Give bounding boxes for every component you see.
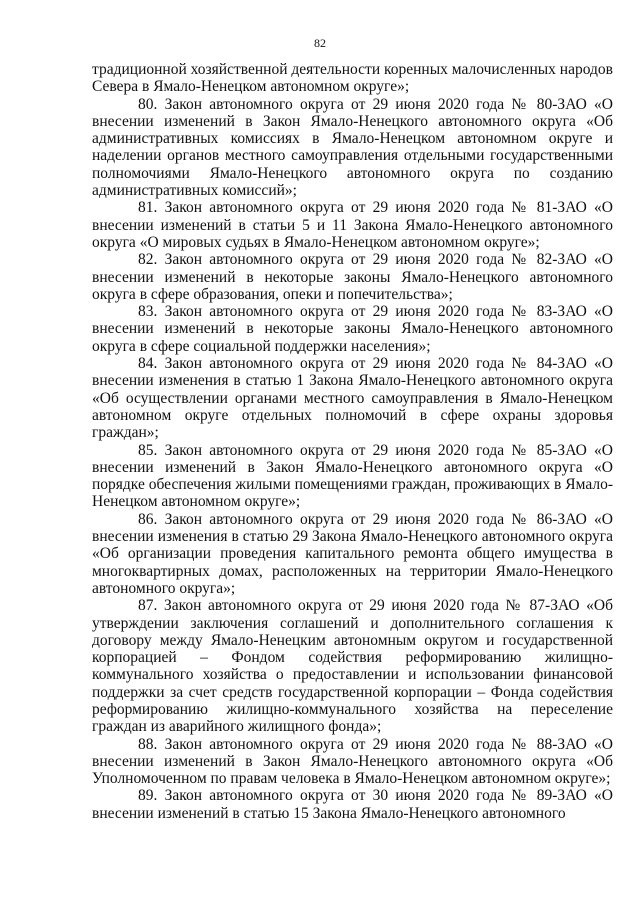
- list-item-88: 88. Закон автономного округа от 29 июня 2020 года № 88-ЗАО «О внесении изменений в Закон Ямало-Ненецкого автономного округа «Об Уполномоченном по правам человека в Ямало-Ненецком автономном округе»;: [92, 735, 613, 788]
- list-item-86: 86. Закон автономного округа от 29 июня 2020 года № 86-ЗАО «О внесении изменения в статью 29 Закона Ямало-Ненецкого автономного округа «Об организации проведения капитального ремонта общего имущества в многоквартирных домах, расположенных на территории Ямало-Ненецкого автономного округа»;: [92, 510, 613, 597]
- document-body: [92, 61, 613, 822]
- list-item-87: 87. Закон автономного округа от 29 июня 2020 года № 87-ЗАО «Об утверждении заключения соглашений и дополнительного соглашения к договору между Ямало-Ненецким автономным округом и государственной корпорацией – Фондом содействия реформированию жилищно-коммунального хозяйства о предоставлении и использовании финансовой поддержки за счет средств государственной корпорации – Фонда содействия реформированию жилищно-коммунального хозяйства на переселение граждан из аварийного жилищного фонда»;: [92, 597, 613, 736]
- list-item-83: 83. Закон автономного округа от 29 июня 2020 года № 83-ЗАО «О внесении изменений в некоторые законы Ямало-Ненецкого автономного округа в сфере социальной поддержки населения»;: [92, 303, 613, 355]
- list-item-81: 81. Закон автономного округа от 29 июня 2020 года № 81-ЗАО «О внесении изменений в статьи 5 и 11 Закона Ямало-Ненецкого автономного округа «О мировых судьях в Ямало-Ненецком автономном округе»;: [92, 199, 613, 251]
- list-item-84: 84. Закон автономного округа от 29 июня 2020 года № 84-ЗАО «О внесении изменения в статью 1 Закона Ямало-Ненецкого автономного округа «Об осуществлении органами местного самоуправления в Ямало-Ненецком автономном округе отдельных полномочий в сфере охраны здоровья граждан»;: [92, 355, 613, 442]
- page-number: 82: [314, 36, 326, 50]
- paragraph-continuation: традиционной хозяйственной деятельности коренных малочисленных народов Севера в Ямало-Ненецком автономном округе»;: [92, 61, 613, 96]
- list-item-85: 85. Закон автономного округа от 29 июня 2020 года № 85-ЗАО «О внесении изменений в Закон Ямало-Ненецкого автономного округа «О порядке обеспечения жилыми помещениями граждан, проживающих в Ямало-Ненецком автономном округе»;: [92, 441, 613, 511]
- list-item-89: 89. Закон автономного округа от 30 июня 2020 года № 89-ЗАО «О внесении изменений в статью 15 Закона Ямало-Ненецкого автономного: [92, 787, 613, 822]
- list-item-80: 80. Закон автономного округа от 29 июня 2020 года № 80-ЗАО «О внесении изменений в Закон Ямало-Ненецкого автономного округа «Об административных комиссиях в Ямало-Ненецком автономном округе и наделении органов местного самоуправления отдельными государственными полномочиями Ямало-Ненецкого автономного округа по созданию административных комиссий»;: [92, 95, 613, 200]
- list-item-82: 82. Закон автономного округа от 29 июня 2020 года № 82-ЗАО «О внесении изменений в некоторые законы Ямало-Ненецкого автономного округа в сфере образования, опеки и попечительства»;: [92, 251, 613, 303]
